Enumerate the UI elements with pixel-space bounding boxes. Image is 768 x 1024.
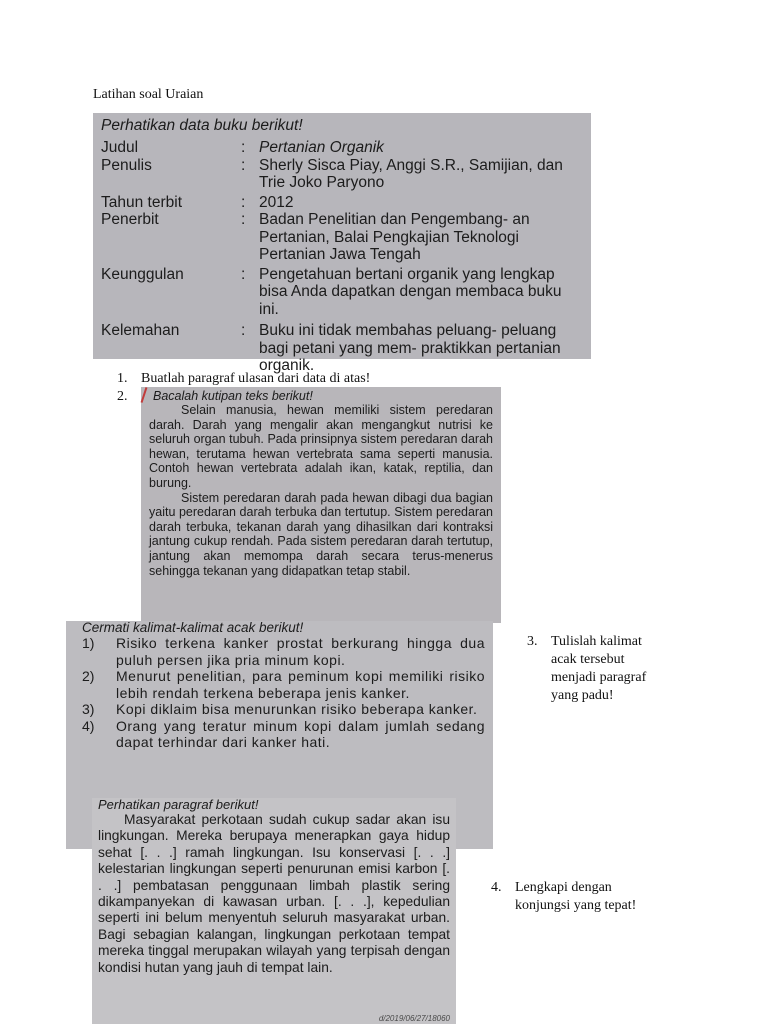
- book-data-photo: [93, 113, 591, 374]
- question-number: 3.: [527, 634, 538, 649]
- question-4: [491, 879, 661, 915]
- question-text: Tulislah kalimat acak tersebut menjadi paragraf yang padu!: [551, 634, 647, 703]
- sentence-text: Menurut penelitian, para peminum kopi memiliki risiko lebih rendah terkena beberapa jenis kanker.: [116, 668, 485, 701]
- book-row-weakness: [101, 322, 583, 375]
- colon: :: [241, 265, 246, 283]
- book-data-title: Perhatikan data buku berikut!: [101, 117, 303, 134]
- sentence-item: [74, 701, 485, 718]
- book-row-label: Keunggulan: [101, 265, 184, 283]
- book-row-strength: [101, 266, 583, 319]
- excerpt-paragraph-2: Sistem peredaran darah pada hewan dibagi dua bagian yaitu peredaran darah terbuka dan tertutup. Sistem peredaran darah terbuka, tekanan darah yang dihasilkan dari kontraksi jantung cukup rendah. Pada sistem peredaran darah tertutup, jantung akan memompa darah secara terus-menerus sehingga tekanan yang didapatkan tetap stabil.: [149, 490, 493, 578]
- book-row-title: [101, 139, 583, 157]
- sentence-number: 3): [82, 701, 95, 717]
- paragraph-title: Perhatikan paragraf berikut!: [98, 797, 259, 812]
- question-2: [117, 388, 141, 406]
- colon: :: [241, 156, 246, 174]
- book-row-value: Sherly Sisca Piay, Anggi S.R., Samijian, dan Trie Joko Paryono: [259, 156, 563, 191]
- question-text: Lengkapi dengan konjungsi yang tepat!: [515, 880, 637, 913]
- book-row-year: [101, 194, 583, 212]
- document-heading: Latihan soal Uraian: [93, 87, 204, 102]
- excerpt-paragraph-1: Selain manusia, hewan memiliki sistem peredaran darah. Darah yang mengalir akan mengangkut nutrisi ke seluruh organ tubuh. Pada prinsipnya sistem peredaran darah hewan, terutama hewan vertebrata sama seperti manusia. Contoh hewan vertebrata adalah ikan, katak, reptilia, dan burung.: [149, 403, 493, 490]
- book-row-value: Pengetahuan bertani organik yang lengkap bisa Anda dapatkan dengan membaca buku ini.: [259, 265, 562, 318]
- paragraph-photo: [92, 798, 456, 1024]
- sentence-text: Orang yang teratur minum kopi dalam jumlah sedang dapat terhindar dari kanker hati.: [116, 717, 485, 750]
- book-row-value: Pertanian Organik: [259, 139, 384, 156]
- question-number: 1.: [117, 371, 128, 386]
- question-1: [117, 370, 370, 388]
- book-row-value: 2012: [259, 193, 294, 211]
- book-row-label: Tahun terbit: [101, 193, 182, 211]
- sentence-item: [74, 718, 485, 751]
- colon: :: [241, 211, 246, 228]
- book-row-value: Buku ini tidak membahas peluang- peluang bagi petani yang mem- praktikkan pertanian organik.: [259, 322, 561, 374]
- colon: :: [241, 193, 246, 211]
- sentence-number: 2): [82, 668, 95, 684]
- question-number: 2.: [117, 389, 128, 404]
- book-row-label: Kelemahan: [101, 322, 180, 339]
- sentence-number: 1): [82, 635, 95, 651]
- book-row-author: [101, 157, 583, 192]
- question-text: Buatlah paragraf ulasan dari data di atas!: [141, 371, 371, 386]
- random-sentences-title: Cermati kalimat-kalimat acak berikut!: [82, 620, 304, 635]
- sentence-text: Risiko terkena kanker prostat berkurang hingga dua puluh persen jika pria minum kopi.: [116, 635, 485, 668]
- question-number: 4.: [491, 880, 502, 895]
- excerpt-photo: [141, 387, 501, 623]
- paragraph-text: Masyarakat perkotaan sudah cukup sadar akan isu lingkungan. Mereka berupaya menerapkan gaya hidup sehat [. . .] ramah lingkungan. Isu konservasi [. . .] kelestarian lingkungan seperti penurunan emisi karbon [. . .] pembatasan penggunaan limbah plastik sering dikampanyekan di kawasan urban. [. . .], kepedulian seperti ini belum menyentuh seluruh masyarakat urban. Bagi sebagian kalangan, lingkungan perkotaan tempat mereka tinggal merupakan wilayah yang terpisah dengan kondisi hutan yang jauh di tempat lain.: [98, 812, 450, 975]
- sentence-item: [74, 668, 485, 701]
- red-pen-mark: [141, 387, 148, 403]
- colon: :: [241, 139, 246, 156]
- book-row-publisher: [101, 211, 583, 264]
- sentence-number: 4): [82, 717, 95, 734]
- sentence-item: [74, 635, 485, 668]
- book-row-label: Penerbit: [101, 211, 159, 228]
- book-row-label: Penulis: [101, 156, 152, 174]
- book-row-label: Judul: [101, 139, 139, 156]
- excerpt-title: Bacalah kutipan teks berikut!: [153, 389, 313, 403]
- question-3: [527, 633, 667, 705]
- sentence-text: Kopi diklaim bisa menurunkan risiko beberapa kanker.: [116, 701, 478, 717]
- colon: :: [241, 322, 246, 339]
- photo-stamp: d/2019/06/27/18060: [378, 1014, 450, 1023]
- book-row-value: Badan Penelitian dan Pengembang- an Pertanian, Balai Pengkajian Teknologi Pertanian Jawa Tengah: [259, 211, 530, 263]
